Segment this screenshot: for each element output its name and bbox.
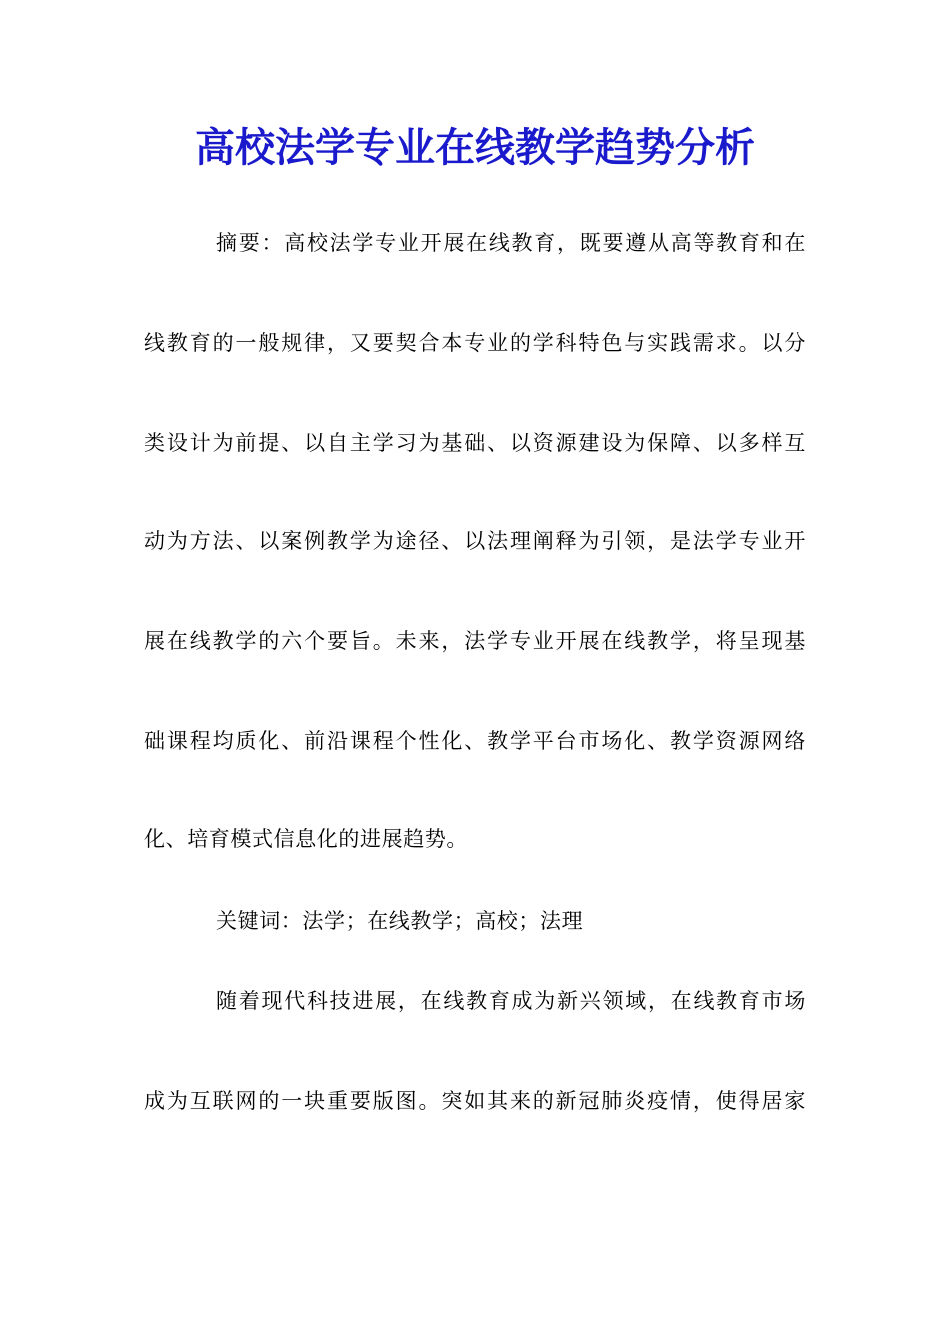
body-line-2: 成为互联网的一块重要版图。突如其来的新冠肺炎疫情，使得居家 [144,1089,806,1113]
abstract-line-7: 化、培育模式信息化的进展趋势。 [144,827,468,851]
abstract-line-2: 线教育的一般规律，又要契合本专业的学科特色与实践需求。以分 [144,331,806,355]
document-title: 高校法学专业在线教学趋势分析 [195,124,755,171]
abstract-line-4: 动为方法、以案例教学为途径、以法理阐释为引领，是法学专业开 [144,529,806,553]
keywords-line: 关键词：法学；在线教学；高校；法理 [216,909,584,933]
body-line-1: 随着现代科技进展，在线教育成为新兴领域，在线教育市场 [216,989,806,1013]
abstract-line-5: 展在线教学的六个要旨。未来，法学专业开展在线教学，将呈现基 [144,629,806,653]
abstract-line-1: 摘要：高校法学专业开展在线教育，既要遵从高等教育和在 [216,231,806,255]
abstract-line-6: 础课程均质化、前沿课程个性化、教学平台市场化、教学资源网络 [144,729,806,753]
abstract-line-3: 类设计为前提、以自主学习为基础、以资源建设为保障、以多样互 [144,431,806,455]
